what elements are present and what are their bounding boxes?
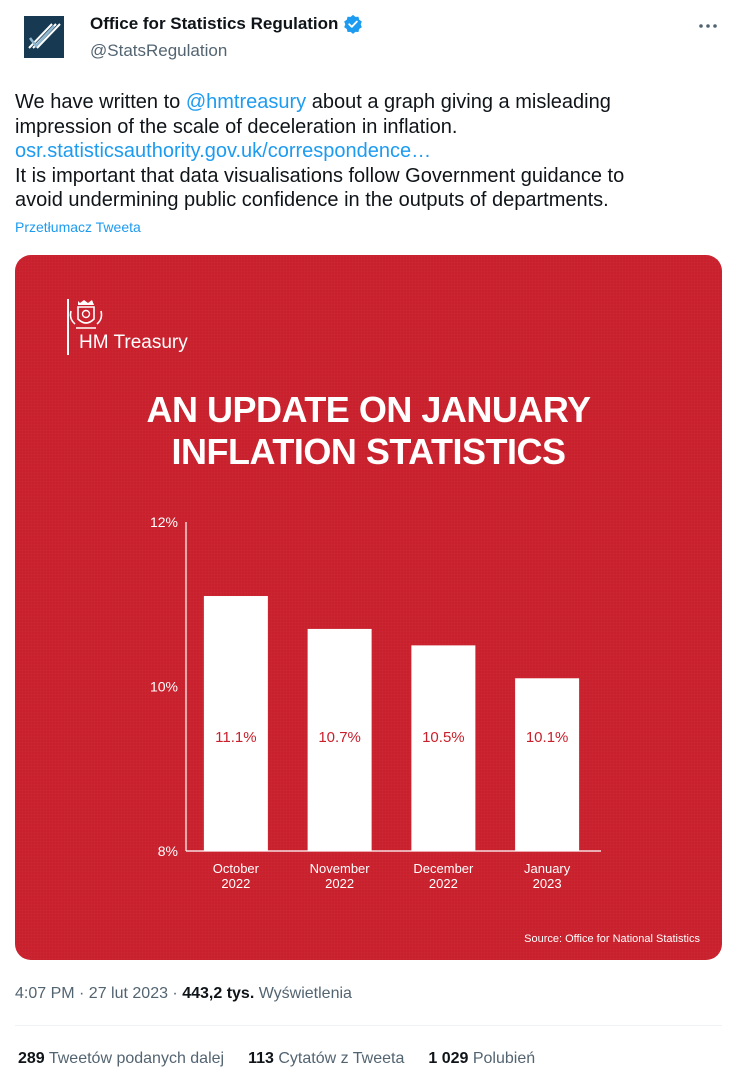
brand-name: HM Treasury (79, 332, 188, 353)
tweet-header (0, 0, 740, 80)
tweet-timestamp[interactable]: 4:07 PM · 27 lut 2023 · (15, 985, 183, 1002)
x-tick-label: January (524, 861, 571, 876)
account-avatar[interactable] (24, 16, 64, 58)
likes-stat[interactable]: 1 029 Polubień (428, 1050, 536, 1067)
x-tick-label: 2023 (532, 876, 562, 891)
y-tick-label: 8% (157, 843, 178, 859)
bar-value-label: 10.7% (318, 729, 361, 746)
bar (515, 678, 579, 851)
headline-line-2: INFLATION STATISTICS (171, 431, 566, 472)
display-name-row (90, 14, 363, 34)
y-tick-label: 12% (149, 514, 178, 530)
inflation-bar-chart (15, 255, 722, 960)
y-tick-label: 10% (149, 678, 178, 695)
x-tick-label: 2022 (325, 876, 355, 891)
bar-value-label: 10.5% (422, 729, 465, 746)
display-name[interactable]: Office for Statistics Regulation (90, 14, 339, 33)
bar (411, 645, 475, 851)
tweet-text (15, 90, 715, 213)
tweet-line-5: avoid undermining public confidence in the outputs of departments. (15, 189, 609, 211)
x-tick-label: December (413, 861, 474, 876)
chart-source: Source: Office for National Statistics (524, 933, 700, 945)
verified-badge-icon (343, 14, 363, 34)
tweet-line-4: It is important that data visualisations follow Government guidance to (15, 164, 625, 187)
stats-divider (15, 1025, 722, 1026)
tweet-media-image[interactable] (15, 255, 722, 960)
bar-value-label: 10.1% (525, 729, 569, 746)
correspondence-link[interactable]: osr.statisticsauthority.gov.uk/correspondence… (15, 140, 432, 162)
translate-tweet-link[interactable]: Przetłumacz Tweeta (15, 219, 141, 235)
bar (204, 596, 268, 851)
x-tick-label: 2022 (221, 876, 251, 891)
osr-logo-icon (24, 16, 64, 58)
more-icon[interactable] (696, 14, 720, 38)
tweet-line-2: impression of the scale of deceleration in inflation. (15, 115, 458, 138)
views-label: Wyświetlenia (254, 985, 352, 1002)
retweets-stat[interactable]: 289 Tweetów podanych dalej (18, 1050, 225, 1067)
tweet-line-1: We have written to @hmtreasury about a graph giving a misleading (15, 91, 611, 113)
headline-line-1: AN UPDATE ON JANUARY (146, 389, 591, 430)
bar-value-label: 11.1% (215, 729, 257, 746)
x-tick-label: November (309, 861, 370, 876)
views-count: 443,2 tys. (182, 985, 255, 1002)
account-handle[interactable]: @StatsRegulation (90, 41, 228, 60)
quotes-stat[interactable]: 113 Cytatów z Tweeta (248, 1050, 405, 1067)
tweet-meta (15, 985, 352, 1003)
x-tick-label: October (212, 861, 259, 876)
tweet-stats (18, 1050, 559, 1068)
x-tick-label: 2022 (428, 876, 458, 891)
mention-link[interactable]: @hmtreasury (185, 91, 307, 113)
